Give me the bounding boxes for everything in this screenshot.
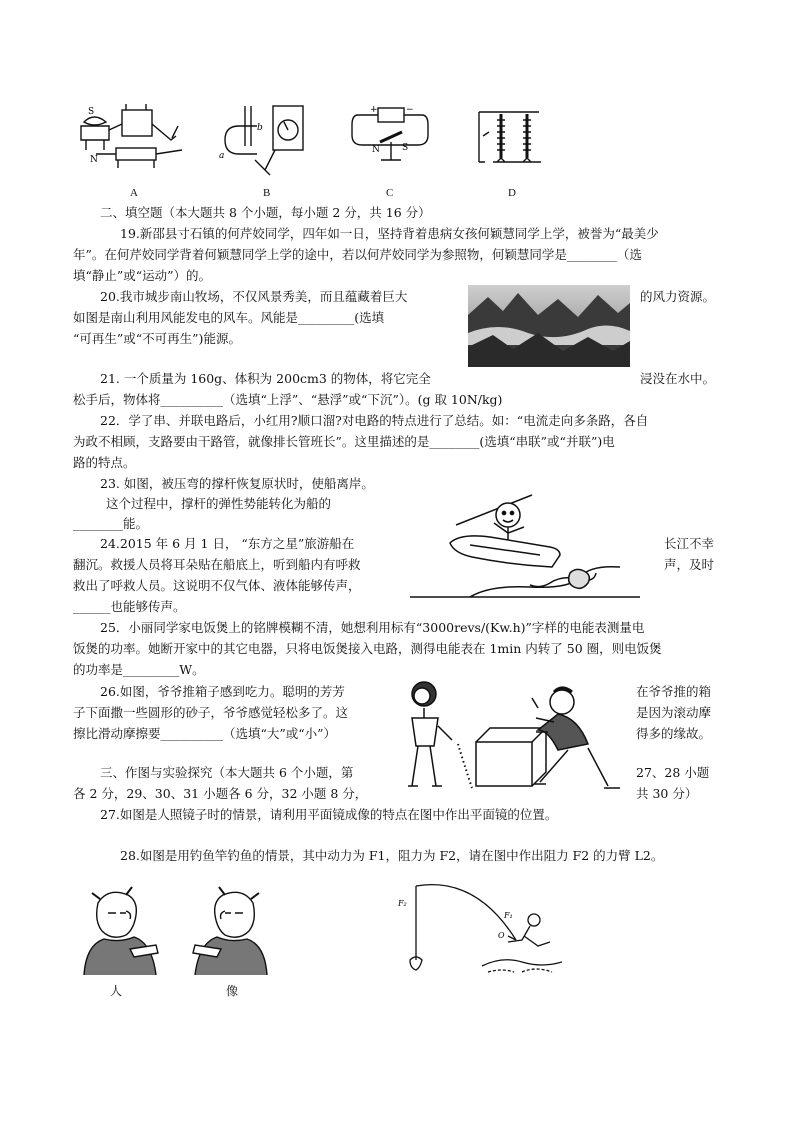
q22-line-2: 为政不相顾，支路要由干路管，就像排长管班长”。这里描述的是________(选填“串联”或“并联”)电	[73, 434, 615, 449]
svg-text:F₁: F₁	[504, 911, 513, 920]
q22-line-1: 22．学了串、并联电路后，小红用?顺口溜?对电路的特点进行了总结。如：“电流走向多条路，各自	[100, 413, 649, 428]
coil-magnet-drawing	[348, 100, 433, 170]
svg-text:−: −	[406, 105, 414, 115]
q21-line-2: 松手后，物体将__________（选填“上浮”、“悬浮”或“下沉”）。(g 取 10N/kg)	[73, 392, 503, 407]
q27-line-1: 27.如图是人照镜子时的情景，请利用平面镜成像的特点在图中作出平面镜的位置。	[100, 807, 558, 822]
svg-text:b: b	[257, 123, 263, 133]
boat-cartoon	[410, 485, 650, 605]
q26-line-3a: 擦比滑动摩擦要__________（选填“大”或“小”）	[73, 726, 337, 741]
q26-line-1b: 在爷爷推的箱	[636, 684, 712, 699]
svg-text:N: N	[372, 145, 380, 155]
svg-text:a: a	[219, 151, 225, 161]
svg-text:+: +	[370, 105, 378, 115]
electromagnets-drawing	[475, 108, 550, 170]
caption-a: A	[130, 187, 138, 199]
svg-text:S: S	[402, 143, 409, 153]
mirror-image-figure	[188, 885, 273, 975]
person-figure	[78, 885, 163, 975]
q26-line-1a: 26.如图，爷爷推箱子感到吃力。聪明的芳芳	[100, 684, 345, 699]
figure-b	[215, 100, 310, 188]
caption-c: C	[386, 187, 394, 199]
q26-line-2a: 子下面撒一些圆形的砂子，爷爷感觉轻松多了。这	[73, 705, 349, 720]
svg-text:F₂: F₂	[398, 899, 407, 908]
section-3-line-1b: 27、28 小题	[636, 765, 710, 780]
section-2-heading: 二、填空题（本大题共 8 个小题，每小题 2 分，共 16 分）	[100, 205, 431, 220]
mountain-photo	[468, 285, 630, 367]
q22-line-3: 路的特点。	[73, 455, 136, 470]
q20-line-3: “可再生”或“不可再生”)能源。	[73, 331, 241, 346]
q25-line-1: 25．小丽同学家电饭煲上的铭牌模糊不清，她想利用标有“3000revs/(Kw.h)”字样的电能表测量电	[100, 620, 645, 635]
image-label: 像	[226, 984, 239, 998]
q24-line-1a: 24.2015 年 6 月 1 日， “东方之星”旅游船在	[100, 536, 355, 551]
q23-line-2: 这个过程中，撑杆的弹性势能转化为船的	[106, 496, 332, 511]
q25-line-3: 的功率是_________W。	[73, 662, 205, 677]
section-3-line-2b: 共 30 分）	[636, 786, 698, 801]
svg-text:S: S	[88, 107, 95, 117]
q26-line-2b: 是因为滚动摩	[636, 705, 712, 720]
electromagnet-circuit-drawing	[76, 100, 191, 188]
q20-line-1b: 的风力资源。	[640, 289, 716, 304]
generator-galvanometer-drawing	[215, 100, 310, 188]
q23-line-1: 23. 如图，被压弯的撑杆恢复原状时，使船离岸。	[100, 476, 374, 491]
q20-line-1a: 20.我市城步南山牧场，不仅风景秀美，而且蕴藏着巨大	[100, 289, 408, 304]
q19-line-2: 年”。在何芹姣同学背着何颖慧同学上学的途中，若以何芹姣同学为参照物，何颖慧同学是________（选	[73, 247, 642, 262]
q28-line-1: 28.如图是用钓鱼竿钓鱼的情景，其中动力为 F1，阻力为 F2，请在图中作出阻力 F2 的力臂 L2。	[120, 848, 664, 863]
q25-line-2: 饭煲的功率。她断开家中的其它电器，只将电饭煲接入电路，测得电能表在 1min 内转了 50 圈，则电饭煲	[73, 641, 662, 656]
q20-line-2: 如图是南山利用风能发电的风车。风能是_________(选填	[73, 310, 385, 325]
push-box-cartoon	[398, 676, 628, 796]
fishing-figure	[392, 880, 562, 980]
q21-line-1a: 21. 一个质量为 160g、体积为 200cm3 的物体，将它完全	[100, 371, 431, 386]
q21-line-1b: 浸没在水中。	[640, 371, 716, 386]
q19-line-1: 19.新邵县寸石镇的何芹姣同学，四年如一日，坚持背着患病女孩何颖慧同学上学，被誉为“最美少	[120, 226, 659, 241]
q26-line-3b: 得多的缘故。	[636, 726, 712, 741]
q24-line-4: ______也能够传声。	[73, 599, 186, 614]
q19-line-3: 填“静止”或“运动”）的。	[73, 268, 212, 283]
caption-d: D	[508, 187, 516, 199]
q24-line-2b: 声，及时	[664, 557, 715, 572]
figure-c	[348, 100, 433, 170]
svg-text:O: O	[498, 931, 505, 940]
q24-line-1b: 长江不幸	[664, 536, 715, 551]
svg-text:N: N	[90, 155, 98, 165]
caption-b: B	[263, 187, 271, 199]
figure-d	[475, 108, 550, 170]
figure-a	[76, 100, 191, 188]
section-3-line-1a: 三、作图与实验探究（本大题共 6 个小题，第	[100, 765, 354, 780]
section-3-line-2a: 各 2 分，29、30、31 小题各 6 分，32 小题 8 分，	[73, 786, 368, 801]
person-label: 人	[110, 984, 123, 998]
q24-line-3: 救出了呼救人员。这说明不仅气体、液体能够传声，	[73, 578, 361, 593]
q23-line-3: ________能。	[73, 516, 149, 531]
q24-line-2a: 翻沉。救援人员将耳朵贴在船底上，听到船内有呼救	[73, 557, 361, 572]
